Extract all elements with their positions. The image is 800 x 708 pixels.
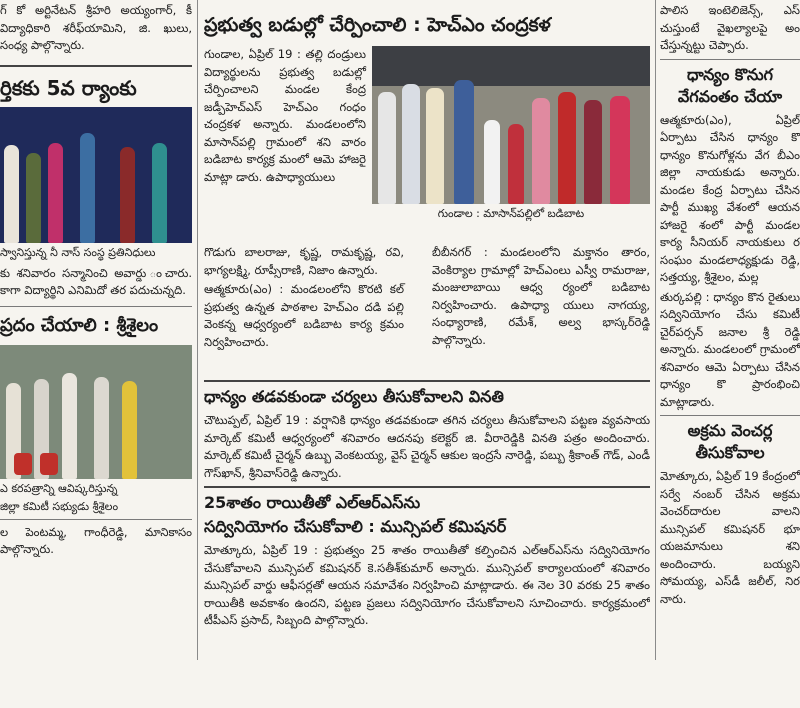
left-headline-1: ర్తికకు 5వ ర్యాంకు [0, 75, 137, 100]
column-rule [655, 0, 656, 660]
main-photo [372, 46, 650, 204]
main-body-right [432, 244, 650, 349]
right-body-2: తుర్కపల్లి : ధాన్యం కొన రైతులు సద్వినియోగం చేసు కమిటీ చైర్‌పర్సన్ జనాల శ్రీ రెడ్డి అన్నారు. మండలంలో గ్రామంలో శనివారం ఆమె ఏర్పాటు చేసిన ధాన్యం కొ ప్రారంభించి మాట్లాడారు. [660, 289, 800, 409]
main-photo-caption: గుండాల : మాసాన్‌పల్లిలో బడిబాట [437, 207, 585, 220]
article-3-headline-line1: 25శాతం రాయితీతో ఎల్ఆర్ఎస్‌ను [204, 493, 421, 512]
left-body-2: ల పెంటమ్మ, గాంధీరెడ్డి, మానికాసం పాల్గొన్నారు. [0, 524, 192, 556]
divider [0, 65, 192, 67]
right-headline-1-line1: ధాన్యం కొనుగ [687, 64, 773, 84]
left-body-1: కు శనివారం సన్మానించి అవార్డు ంచారు. కాగా విద్యార్థిని ఎనిమిదో తర పదుచున్నది. [0, 265, 192, 297]
main-body-atmakur: ఆత్మకూరు(ఎం) : మండలంలోని కొరటి కల్ ప్రభుత్వ ఉన్నత పాఠశాల హెచ్‌ఎం దడి పల్లి వెంకన్న ఆధ్వర్యంలో బడిబాట కార్య క్రమం నిర్వహించారు. [204, 282, 404, 349]
right-headline-1-line2: వేగవంతం చేయా [677, 86, 783, 106]
divider [660, 415, 800, 416]
left-caption-2-line1: ఎ కరపత్రాన్ని ఆవిష్కరిస్తున్న [0, 481, 118, 495]
roof-shade [372, 46, 650, 86]
main-body-full: గొడుగు బాలరాజు, కృష్ణ, రామకృష్ణ, రవి, భాగ్యలక్ష్మి, రూప్సీరాణి, నిజాం ఉన్నారు. [204, 245, 404, 277]
divider [0, 519, 192, 520]
right-column [660, 0, 800, 660]
column-rule [197, 0, 198, 660]
article-3-body: మోత్కూరు, ఏప్రిల్ 19 : ప్రభుత్వం 25 శాతం రాయితీతో కల్పించిన ఎల్ఆర్ఎస్‌ను సద్వినియోగం చేసుకోవాలని మున్సిపల్ కమిషనర్ కె.సతీశ్‌కుమార్ అన్నారు. మున్సిపల్ కార్యాలయంలో శనివారం మున్సిపల్ వార్డు ఆఫీసర్లతో ఆయన సమావేశం నిర్వహించి మాట్లాడారు. ఈ నెల 30 వరకు 25 శాతం రాయితీకి అవకాశం ఉందని, పట్టణ ప్రజలు సద్వినియోగం చేసుకోవాలని సూచించారు. కార్యక్రమంలో టీపీఎస్ ప్రసాద్, సిబ్బంది పాల్గొన్నారు. [204, 543, 650, 627]
left-photo-1 [0, 107, 192, 243]
main-body-left-text: గుండాల, ఏప్రిల్ 19 : తల్లి దండ్రులు విద్యార్థులను ప్రభుత్వ బడుల్లో చేర్పించాలని మండల కేంద్ర జడ్పీహెచ్‌ఎస్ హెచ్‌ఎం గంధం చంద్రకళ అన్నారు. మండలంలోని మాసాన్‌పల్లి గ్రామంలో శని వారం బడిబాట కార్యక్ర మంలో ఆమె హాజరై మాట్లా డారు. ఉపాధ్యాయులు [204, 47, 366, 184]
right-top-text: పాలిస ఇంటెలిజెన్స్, ఎస్ చుస్తుంటే వైఖల్యాలపై అం చేస్తున్నట్టు చెప్పారు. [660, 3, 800, 52]
divider [204, 380, 650, 382]
left-headline-2: ప్రదం చేయాలి : శ్రీశైలం [0, 314, 159, 336]
right-body-1: ఆత్మకూరు(ఎం), ఏప్రిల్ ఏర్పాటు చేసిన ధాన్యం కొ ధాన్యం కొనుగోళ్లను వేగ బీఎం జిల్లా నాయకుడు అన్నారు. మండల కేంద్ర ఏర్పాటు చేసిన పార్టీ ముఖ్య వేశంలో ఆయన హాజరై శంలో పార్టీ మండల కార్య సీనియర్ నాయకులు ర సంఘం మండలాధ్యక్షుడు రెడ్డి, సత్తయ్య, శ్రీశైలం, మల్ల [660, 112, 800, 284]
middle-column [204, 0, 650, 660]
article-3-headline-line2: సద్వినియోగం చేసుకోవాలి : మున్సిపల్ కమిషనర్ [204, 517, 507, 536]
right-headline-2-line2: తీసుకోవాల [695, 443, 765, 462]
article-2-body: చౌటుప్పల్, ఏప్రిల్ 19 : వర్షానికి ధాన్యం తడవకుండా తగిన చర్యలు తీసుకోవాలని పట్టణ వ్యవసాయ మార్కెట్ కమిటీ ఆధ్వర్యంలో శనివారం ఆదనపు కలెక్టర్ జి. వీరారెడ్డికి వినతి పత్రం అందించారు. మార్కెట్ కమిటీ చైర్మన్ ఉబ్బు వెంకటయ్య, వైస్ చైర్మన్ ఆకుల ఇంద్రసే నారెడ్డి, పబ్బు శ్రీకాంత్ గౌడ్, ఎండీ గౌస్‌ఖాన్, శ్రీనివాస్‌రెడ్డి ఉన్నారు. [204, 413, 650, 480]
divider [0, 306, 192, 307]
divider [204, 486, 650, 488]
left-caption-1: స్వానిస్తున్న నీ నాస్ సంస్థ ప్రతినిధులు [0, 245, 156, 259]
main-headline: ప్రభుత్వ బడుల్లో చేర్పించాలి : హెచ్‌ఎం చంద్రకళ [204, 14, 551, 36]
main-body-bibinagar: బీబీనగర్ : మండలంలోని మక్తానం తారం, వెంకిర్యాల గ్రామాల్లో హెచ్‌ఎంలు ఎస్వీ రామరాజు, మంజులాబాయి ఆధ్వ ర్యంలో బడిబాట నిర్వహించారు. ఉపాధ్యా యులు నాగయ్య, సంధ్యారాణి, రమేశ్, అల్వ భాస్కర్‌రెడ్డి పాల్గొన్నారు. [432, 245, 650, 347]
article-2-headline: ధాన్యం తడవకుండా చర్యలు తీసుకోవాలని వినతి [204, 387, 504, 406]
main-body-left [204, 46, 366, 186]
right-body-3: మోత్కూరు, ఏప్రిల్ 19 కేంద్రంలో సర్వే నంబర్ చేసిన అక్రమ వెంచర్‌దారుల వాలని మున్సిపల్ కమిషనర్ భూ యజమానులు శని అందించారు. బయ్యని సోమయ్య, ఎస్‌డీ జలీల్, నిర నారు. [660, 469, 800, 606]
left-photo-2 [0, 345, 192, 479]
right-headline-2-line1: అక్రమ వెంచర్ల [687, 421, 773, 440]
divider [660, 59, 800, 60]
gas-cylinder [14, 453, 32, 475]
left-top-text: గ్‌ కో అర్టినేటన్ శ్రీహరి అయ్యంగార్, కీ విద్యాధికారి శరీఫ్‌యామిని, జి. ఖులు, సంధ్య పాల్గొన్నారు. [0, 3, 192, 52]
main-article-block [204, 46, 650, 349]
main-body-lower [204, 244, 404, 351]
left-column [0, 0, 192, 660]
main-photo-block [372, 46, 650, 224]
gas-cylinder [40, 453, 58, 475]
left-caption-2-line2: జిల్లా కమిటీ సభ్యుడు శ్రీశైలం [0, 499, 119, 513]
